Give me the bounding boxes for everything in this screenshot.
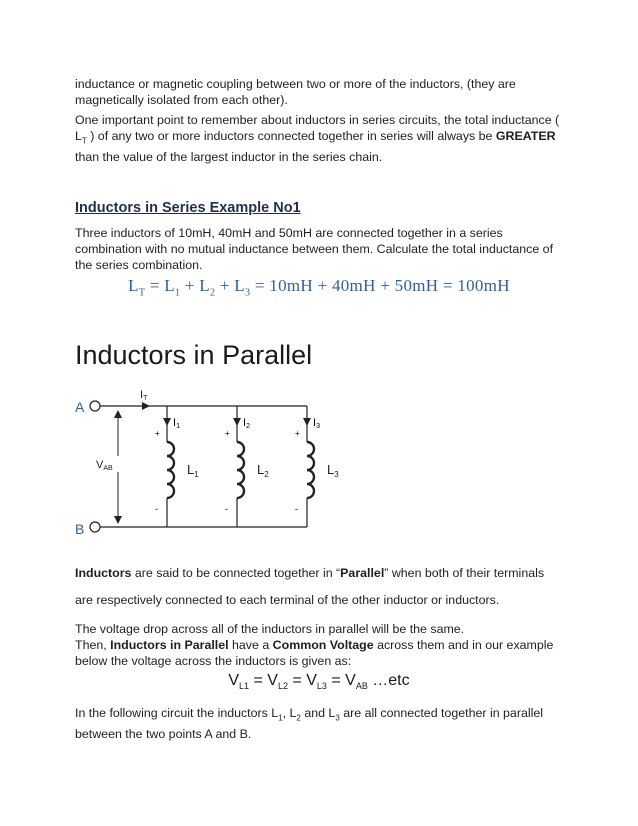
formula-l1-sub: 1 [174,287,181,299]
p4-sub-3: 3 [335,713,340,723]
p3-rest: across them and in our example below the voltage across the inductors is given as: [75,638,554,668]
vf-v2-sub: L2 [277,681,288,692]
important-point-paragraph [75,112,565,165]
vf-v2: V [267,672,278,689]
vf-eq-3: = [326,672,346,689]
i1-label: I1 [173,417,180,430]
l3-plus: + [295,429,300,438]
formula-plus-2: + [215,276,235,295]
formula-l2: L [199,276,210,295]
l1-label: $L_1$ [187,462,199,479]
vf-v3: V [306,672,317,689]
point-text-mid: ) of any two or more inductors connected together in series will always be [86,129,496,143]
point-subscript: T [81,136,87,146]
series-formula [0,276,638,298]
p3-have: have a [228,638,273,652]
it-arrow [142,402,150,410]
l2-plus: + [225,429,230,438]
p1-text-2: ” when both of their terminals [384,566,545,580]
example-paragraph: Three inductors of 10mH, 40mH and 50mH are connected together in a series combination with no mutual inductance between them. Calculate the total inductance of the series combination. [75,226,554,272]
p3-line-1: The voltage drop across all of the inductors in parallel will be the same. [75,622,465,636]
formula-eq-2: = [250,276,270,295]
l1-minus: - [155,504,158,514]
p3-bold-inductors-in-parallel: Inductors in Parallel [110,638,229,652]
p4-c1: , L [282,706,297,720]
vf-v1-sub: L1 [239,681,250,692]
vab-arrow-down [114,516,122,524]
it-label: IT [140,389,148,402]
terminal-a [90,401,100,411]
p4-post: are all connected together in parallel between the two points A and B. [75,706,543,742]
vf-eq-1: = [249,672,268,689]
voltage-formula [0,672,638,691]
i3-label: I3 [313,417,320,430]
formula-plus-1: + [180,276,200,295]
inductor-l1-coil [167,442,174,498]
inductor-l2-coil [237,442,244,498]
inductor-l3-coil [307,442,314,498]
vf-eq-2: = [287,672,307,689]
p1-bold-parallel: Parallel [340,566,385,580]
parallel-paragraph-1 [75,565,565,581]
formula-l1: L [164,276,175,295]
vf-etc: …etc [367,672,410,689]
vf-vab: V [345,672,356,689]
p4-pre: In the following circuit the inductors L [75,706,279,720]
l1-plus: + [155,429,160,438]
formula-l3: L [234,276,245,295]
parallel-paragraph-2: are respectively connected to each terminal of the other inductor or inductors. [75,593,500,607]
point-text-post: than the value of the largest inductor in the series chain. [75,150,383,165]
parallel-paragraph-3 [75,621,565,669]
formula-eq: = [145,276,165,295]
l3-label: $L_3$ [327,462,339,479]
formula-result: 10mH + 40mH + 50mH = 100mH [269,276,510,295]
example-heading: Inductors in Series Example No1 [75,200,301,216]
intro-paragraph [75,76,565,108]
i3-arrow [303,418,311,426]
vab-label: VAB [96,459,113,472]
parallel-heading: Inductors in Parallel [75,340,313,370]
p3-bold-common-voltage: Common Voltage [272,638,374,652]
p3-then: Then, [75,638,111,652]
i1-arrow [163,418,171,426]
l3-minus: - [295,504,298,514]
intro-line-1: inductance or magnetic coupling between two or more of the inductors, (they are [75,77,516,91]
formula-lt: L [128,276,139,295]
p1-bold-inductors: Inductors [75,566,132,580]
i2-arrow [233,418,241,426]
node-a-label: A [75,399,85,415]
formula-lt-sub: T [138,287,146,299]
l2-label: $L_2$ [257,462,269,479]
branch-2 [225,406,269,527]
terminal-b [90,522,100,532]
vf-vab-sub: AB [355,681,368,692]
node-b-label: B [75,521,85,537]
formula-l2-sub: 2 [209,287,216,299]
parallel-circuit-diagram [70,382,370,542]
branch-1 [155,406,199,527]
point-bold: GREATER [495,129,556,143]
vab-arrow-up [114,410,122,418]
p4-c2: and L [300,706,336,720]
point-text-pre: One important point to remember about inductors in series circuits, the total inductance ( L [75,113,560,143]
p1-text-1: are said to be connected together in “ [131,566,341,580]
parallel-paragraph-4 [75,705,565,742]
intro-line-2: magnetically isolated from each other). [75,93,288,107]
i2-label: I2 [243,417,250,430]
branch-3 [295,406,339,527]
vf-v1: V [228,672,240,689]
vf-v3-sub: L3 [316,681,327,692]
l2-minus: - [225,504,228,514]
p4-sub-2: 2 [296,713,301,723]
p4-sub-1: 1 [278,713,283,723]
formula-l3-sub: 3 [244,287,251,299]
